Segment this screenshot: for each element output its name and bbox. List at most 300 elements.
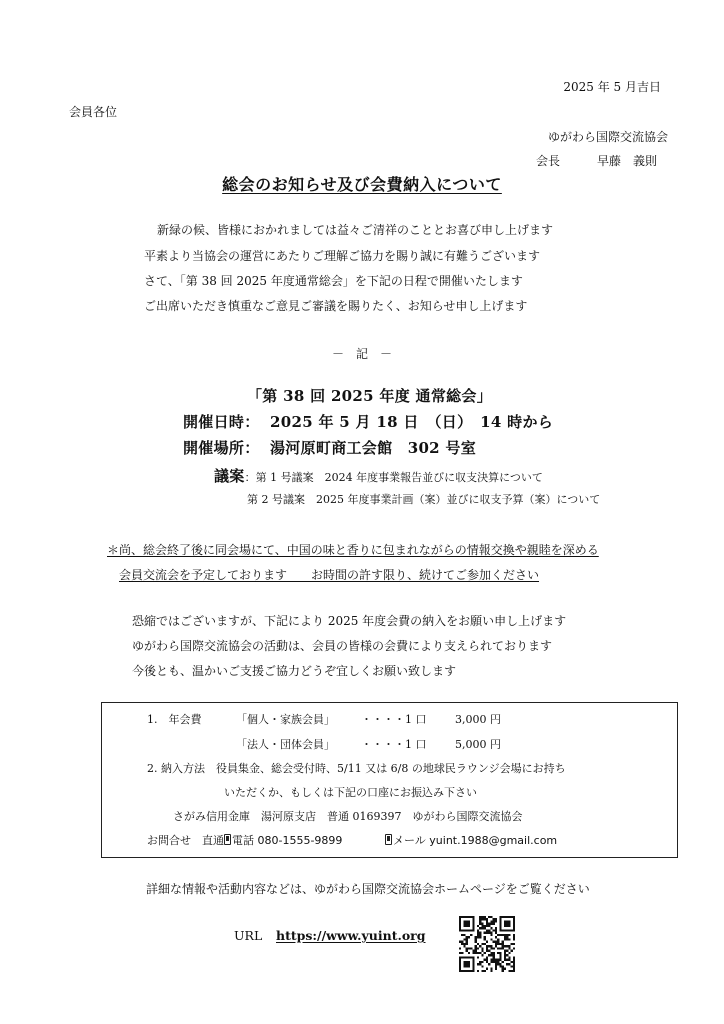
qr-module [459,970,461,972]
qr-module [488,925,490,927]
qr-module [504,916,506,918]
qr-module [479,952,481,954]
qr-module [477,925,479,927]
qr-module [488,932,490,934]
qr-module [459,925,461,927]
qr-module [502,916,504,918]
qr-module [472,968,474,970]
qr-module [468,916,470,918]
qr-module [506,945,508,947]
qr-module [508,934,510,936]
qr-module [477,934,479,936]
qr-module [463,963,465,965]
qr-module [504,934,506,936]
qr-module [499,954,501,956]
qr-module [481,918,483,920]
fee-intro-line: ゆがわら国際交流協会の活動は、会員の皆様の会費により支えられております [132,639,553,653]
phone-icon [224,834,231,845]
qr-code-icon[interactable] [459,916,515,972]
qr-module [488,954,490,956]
qr-module [486,959,488,961]
qr-module [513,963,515,965]
qr-module [499,927,501,929]
qr-module [484,959,486,961]
qr-module [508,923,510,925]
qr-module [508,970,510,972]
qr-module [506,934,508,936]
qr-module [486,918,488,920]
qr-module [461,916,463,918]
note-line: 会員交流会を予定しております お時間の許す限り、続けてご参加ください [119,568,540,582]
qr-module [513,943,515,945]
qr-module [499,965,501,967]
qr-module [495,932,497,934]
phone-number[interactable]: 080-1555-9899 [257,834,343,847]
qr-module [481,927,483,929]
qr-module [495,936,497,938]
intro-line: ご出席いただき慎重なご意見ご審議を賜りたく、お知らせ申し上げます [144,299,528,313]
contact-label: お問合せ 直通 [147,834,224,847]
qr-module [475,947,477,949]
qr-module [466,943,468,945]
qr-module [506,954,508,956]
qr-module [504,954,506,956]
qr-module [499,920,501,922]
qr-module [495,943,497,945]
qr-module [511,916,513,918]
qr-module [468,936,470,938]
meeting-place-label: 開催場所： [183,439,260,457]
qr-module [502,943,504,945]
qr-module [481,954,483,956]
qr-module [481,965,483,967]
qr-module [497,934,499,936]
qr-module [490,952,492,954]
qr-module [468,920,470,922]
qr-module [513,965,515,967]
qr-module [459,968,461,970]
payment-method-line: 2. 納入方法 役員集金、総会受付時、5/11 又は 6/8 の地球民ラウンジ会場にお持ち [147,762,566,775]
qr-module [506,925,508,927]
qr-module [468,961,470,963]
fee-intro-line: 恐縮ではございますが、下記により 2025 年度会費の納入をお願い申し上げます [132,614,567,628]
qr-module [513,968,515,970]
qr-module [513,934,515,936]
qr-module [486,947,488,949]
qr-module [459,923,461,925]
qr-module [493,923,495,925]
fee-individual-label: 「個人・家族会員」 [236,713,335,726]
qr-module [459,959,461,961]
qr-module [490,923,492,925]
qr-module [504,936,506,938]
qr-module [463,925,465,927]
intro-line: さて、「第 38 回 2025 年度通常総会」を下記の日程で開催いたします [144,274,523,288]
qr-module [506,923,508,925]
fee-individual-amount: 3,000 円 [455,713,501,726]
qr-module [479,932,481,934]
recipient: 会員各位 [69,105,118,119]
qr-module [513,936,515,938]
qr-module [506,929,508,931]
qr-module [459,965,461,967]
fee-corporate-units: ・・・・1 口 [361,738,427,751]
qr-module [486,968,488,970]
qr-module [463,945,465,947]
qr-module [497,938,499,940]
qr-module [477,963,479,965]
qr-module [466,920,468,922]
qr-module [486,945,488,947]
qr-module [479,963,481,965]
qr-module [493,947,495,949]
qr-module [495,961,497,963]
qr-module [495,927,497,929]
website-link[interactable]: https://www.yuint.org [276,928,426,943]
fee-individual-units: ・・・・1 口 [361,713,427,726]
qr-module [513,916,515,918]
qr-module [504,929,506,931]
qr-module [466,929,468,931]
qr-module [463,965,465,967]
qr-module [493,952,495,954]
qr-module [486,961,488,963]
qr-module [493,929,495,931]
qr-module [513,927,515,929]
qr-module [466,947,468,949]
qr-module [466,938,468,940]
qr-module [461,956,463,958]
qr-module [502,945,504,947]
document-title: 総会のお知らせ及び会費納入について [222,175,502,194]
qr-module [470,947,472,949]
qr-module [484,918,486,920]
qr-module [506,936,508,938]
qr-module [459,927,461,929]
qr-module [481,916,483,918]
qr-module [504,950,506,952]
qr-module [472,916,474,918]
qr-module [506,950,508,952]
qr-module [493,954,495,956]
qr-module [490,970,492,972]
qr-module [468,956,470,958]
qr-module [486,956,488,958]
fee-intro-line: 今後とも、温かいご支援ご協力どうぞ宜しくお願い致します [132,664,457,678]
qr-module [499,952,501,954]
meeting-place: 湯河原町商工会館 302 号室 [270,439,477,457]
qr-module [506,938,508,940]
qr-module [490,959,492,961]
qr-module [466,936,468,938]
qr-module [472,961,474,963]
qr-module [506,916,508,918]
qr-module [495,963,497,965]
meeting-date-label: 開催日時： [183,413,260,431]
qr-module [502,947,504,949]
qr-module [479,961,481,963]
qr-module [513,920,515,922]
qr-module [511,943,513,945]
qr-module [470,970,472,972]
qr-module [463,938,465,940]
qr-module [499,918,501,920]
qr-module [486,941,488,943]
qr-module [490,954,492,956]
qr-module [479,923,481,925]
qr-module [484,952,486,954]
qr-module [486,925,488,927]
qr-module [472,950,474,952]
qr-module [466,941,468,943]
organization-name: ゆがわら国際交流協会 [547,130,668,144]
qr-module [477,929,479,931]
qr-module [511,961,513,963]
meeting-name: 「第 38 回 2025 年度 通常総会」 [247,387,493,405]
qr-module [508,925,510,927]
qr-module [481,970,483,972]
qr-module [495,941,497,943]
qr-module [499,916,501,918]
qr-module [497,959,499,961]
qr-module [468,923,470,925]
qr-module [459,920,461,922]
phone-label: 電話 [232,834,254,847]
qr-module [499,959,501,961]
qr-module [488,950,490,952]
qr-module [463,970,465,972]
qr-module [475,936,477,938]
qr-module [497,952,499,954]
qr-module [504,938,506,940]
qr-module [511,965,513,967]
qr-module [504,968,506,970]
qr-module [459,918,461,920]
qr-module [499,925,501,927]
qr-module [513,959,515,961]
bank-account: さがみ信用金庫 湯河原支店 普通 0169397 ゆがわら国際交流協会 [173,810,523,823]
qr-module [499,947,501,949]
qr-module [495,968,497,970]
agenda-item-2: 第 2 号議案 2025 年度事業計画（案）並びに収支予算（案）について [247,493,601,506]
qr-module [479,927,481,929]
qr-module [486,932,488,934]
qr-module [468,970,470,972]
qr-module [488,963,490,965]
qr-module [472,959,474,961]
qr-module [495,965,497,967]
qr-module [479,945,481,947]
qr-module [495,920,497,922]
qr-module [495,918,497,920]
qr-module [502,929,504,931]
qr-module [508,956,510,958]
qr-module [463,934,465,936]
qr-module [488,945,490,947]
qr-module [486,929,488,931]
qr-module [477,956,479,958]
qr-module [459,929,461,931]
qr-module [477,932,479,934]
fee-heading: 1. 年会費 [147,713,202,726]
qr-module [495,945,497,947]
details-note: 詳細な情報や活動内容などは、ゆがわら国際交流協会ホームページをご覧ください [146,882,590,896]
qr-module [493,959,495,961]
qr-module [513,923,515,925]
qr-module [461,943,463,945]
qr-module [463,916,465,918]
qr-module [504,952,506,954]
qr-module [488,916,490,918]
qr-module [459,916,461,918]
qr-module [488,923,490,925]
qr-module [475,941,477,943]
qr-module [463,920,465,922]
qr-module [513,918,515,920]
qr-module [461,941,463,943]
qr-module [479,918,481,920]
qr-module [493,918,495,920]
agenda-item-1: ：第 1 号議案 2024 年度事業報告並びに収支決算について [244,471,543,484]
qr-module [463,943,465,945]
email-address[interactable]: yuint.1988@gmail.com [429,834,558,847]
document-date: 2025 年 5 月吉日 [563,80,661,94]
qr-module [472,923,474,925]
qr-module [513,925,515,927]
qr-module [502,934,504,936]
qr-module [472,956,474,958]
qr-module [472,918,474,920]
qr-module [472,920,474,922]
qr-module [461,929,463,931]
qr-module [513,961,515,963]
qr-module [479,934,481,936]
qr-module [472,970,474,972]
qr-module [508,916,510,918]
qr-module [511,970,513,972]
qr-module [466,961,468,963]
intro-line: 新緑の候、皆様におかれましては益々ご清祥のこととお喜び申し上げます [157,223,554,237]
qr-module [490,932,492,934]
qr-module [459,947,461,949]
qr-module [466,965,468,967]
qr-module [472,925,474,927]
qr-module [513,929,515,931]
fee-corporate-amount: 5,000 円 [455,738,501,751]
qr-module [506,959,508,961]
qr-module [466,970,468,972]
qr-module [497,941,499,943]
qr-module [477,947,479,949]
qr-module [479,920,481,922]
qr-module [513,947,515,949]
qr-module [497,947,499,949]
agenda-label: 議案 [214,467,245,485]
qr-module [508,959,510,961]
qr-module [472,927,474,929]
qr-module [484,925,486,927]
qr-module [477,936,479,938]
qr-module [493,941,495,943]
qr-module [504,945,506,947]
qr-module [461,970,463,972]
contact-row [147,832,342,848]
payment-method-line: いただくか、もしくは下記の口座にお振込み下さい [224,786,477,799]
qr-module [499,923,501,925]
qr-module [502,961,504,963]
qr-module [508,963,510,965]
qr-module [499,934,501,936]
qr-module [490,945,492,947]
qr-module [508,945,510,947]
qr-module [493,961,495,963]
qr-module [493,920,495,922]
qr-module [468,925,470,927]
qr-module [490,927,492,929]
qr-module [481,943,483,945]
qr-module [504,956,506,958]
qr-module [486,923,488,925]
qr-module [495,959,497,961]
qr-module [475,945,477,947]
qr-module [481,923,483,925]
qr-module [504,925,506,927]
qr-module [502,968,504,970]
qr-module [470,929,472,931]
qr-module [466,923,468,925]
qr-module [502,970,504,972]
qr-module [472,952,474,954]
qr-module [486,920,488,922]
qr-module [481,947,483,949]
qr-module [468,952,470,954]
qr-module [481,950,483,952]
qr-module [497,963,499,965]
qr-module [466,925,468,927]
qr-module [499,963,501,965]
qr-module [470,934,472,936]
qr-module [479,916,481,918]
qr-module [484,932,486,934]
qr-module [459,952,461,954]
qr-module [470,956,472,958]
qr-module [463,929,465,931]
fee-corporate-label: 「法人・団体会員」 [236,738,335,751]
qr-module [468,929,470,931]
qr-module [490,938,492,940]
mobile-icon [385,834,392,845]
qr-module [461,952,463,954]
intro-line: 平素より当協会の運営にあたりご理解ご協力を賜り誠に有難うございます [144,249,541,263]
qr-module [466,916,468,918]
qr-module [490,916,492,918]
qr-module [477,970,479,972]
qr-module [459,961,461,963]
qr-module [499,929,501,931]
qr-module [511,950,513,952]
qr-module [468,963,470,965]
ki-marker: － 記 － [331,347,392,361]
qr-module [506,963,508,965]
qr-module [488,929,490,931]
qr-module [495,929,497,931]
qr-module [484,927,486,929]
qr-module [506,920,508,922]
qr-module [511,929,513,931]
qr-module [490,961,492,963]
email-row [385,832,557,848]
qr-module [513,970,515,972]
